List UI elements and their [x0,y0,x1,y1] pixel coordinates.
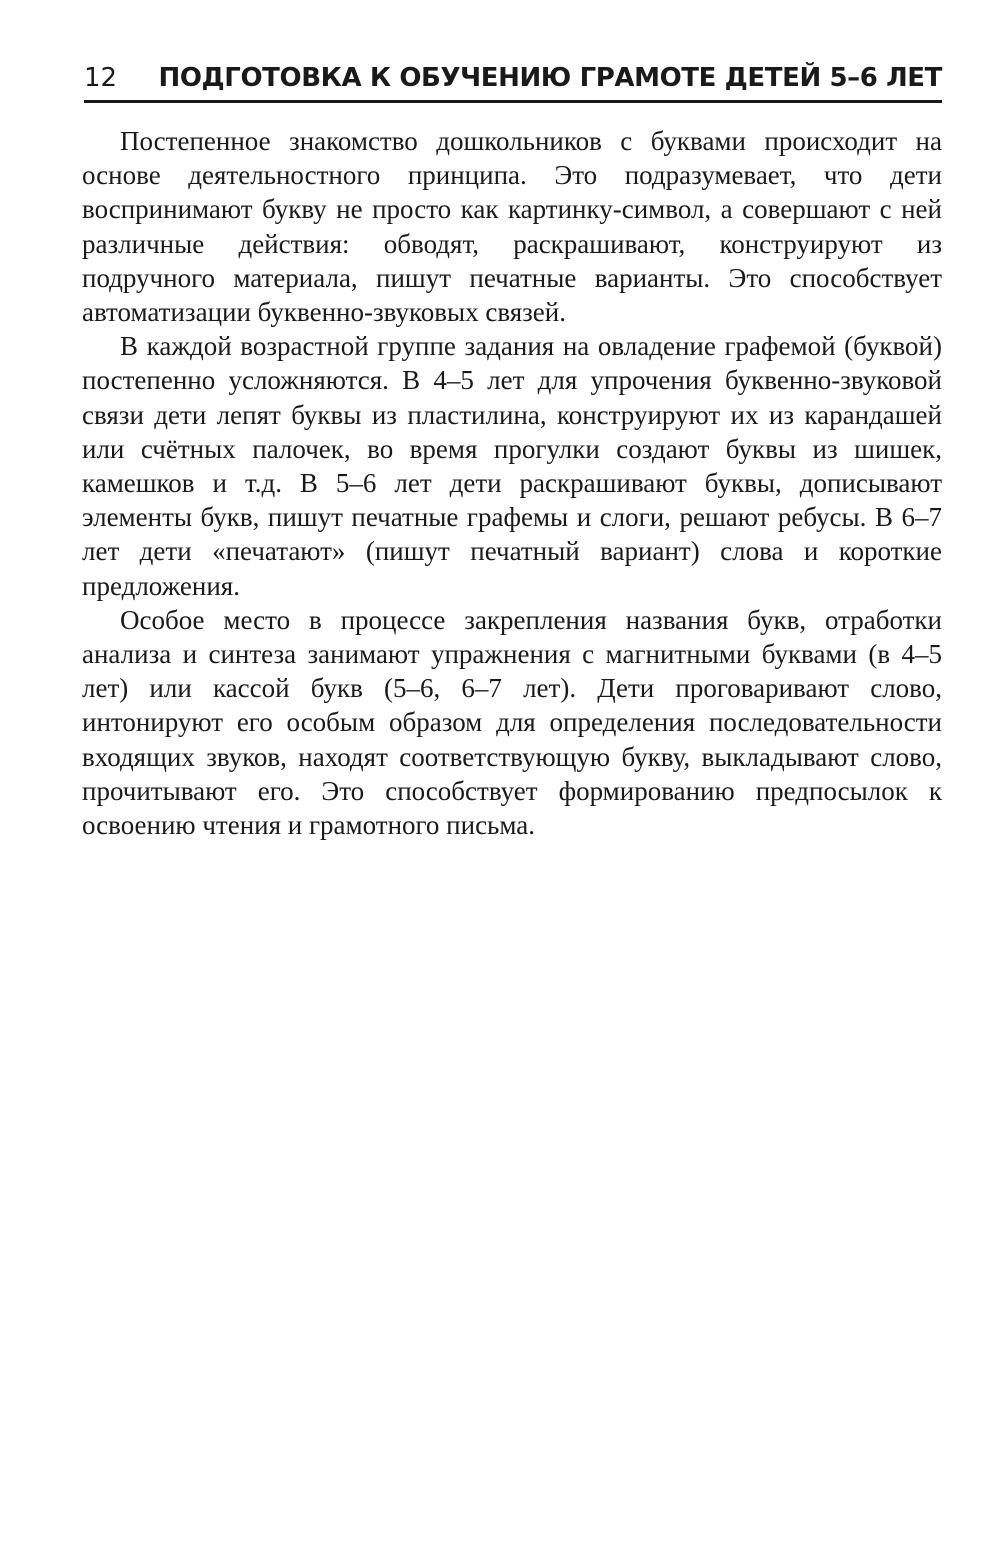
body-text [82,124,942,842]
running-head [84,58,942,98]
page-number: 12 [84,63,118,93]
paragraph-2: В каждой возрастной группе задания на овладение графемой (буквой) постепенно усложняются. В 4–5 лет для упрочения буквенно-звуковой связи дети лепят буквы из пластилина, конструируют их из карандашей или счётных палочек, во время прогулки создают буквы из шишек, камешков и т.д. В 5–6 лет дети раскрашивают буквы, дописывают элементы букв, пишут печатные графемы и слоги, решают ребусы. В 6–7 лет дети «печатают» (пишут печатный вариант) слова и короткие предложения. [82,331,942,601]
paragraph-1: Постепенное знакомство дошкольников с буквами происходит на основе деятельностного принципа. Это подразумевает, что дети воспринимают букву не просто как картинку-символ, а совершают с ней различные действия: обводят, раскрашивают, конструируют из подручного материала, пишут печатные варианты. Это способствует автоматизации буквенно-звуковых связей. [82,126,942,328]
running-title: ПОДГОТОВКА К ОБУЧЕНИЮ ГРАМОТЕ ДЕТЕЙ 5–6 ЛЕТ [158,63,942,93]
header-rule [84,100,942,103]
paragraph-3: Особое место в процессе закрепления названия букв, отработки анализа и синтеза занимают упражнения с магнитными буквами (в 4–5 лет) или кассой букв (5–6, 6–7 лет). Дети проговаривают слово, интонируют его особым образом для определения последовательности входящих звуков, находят соответствующую букву, выкладывают слово, прочитывают его. Это способствует формированию предпосылок к освоению чтения и грамотного письма. [82,604,942,841]
